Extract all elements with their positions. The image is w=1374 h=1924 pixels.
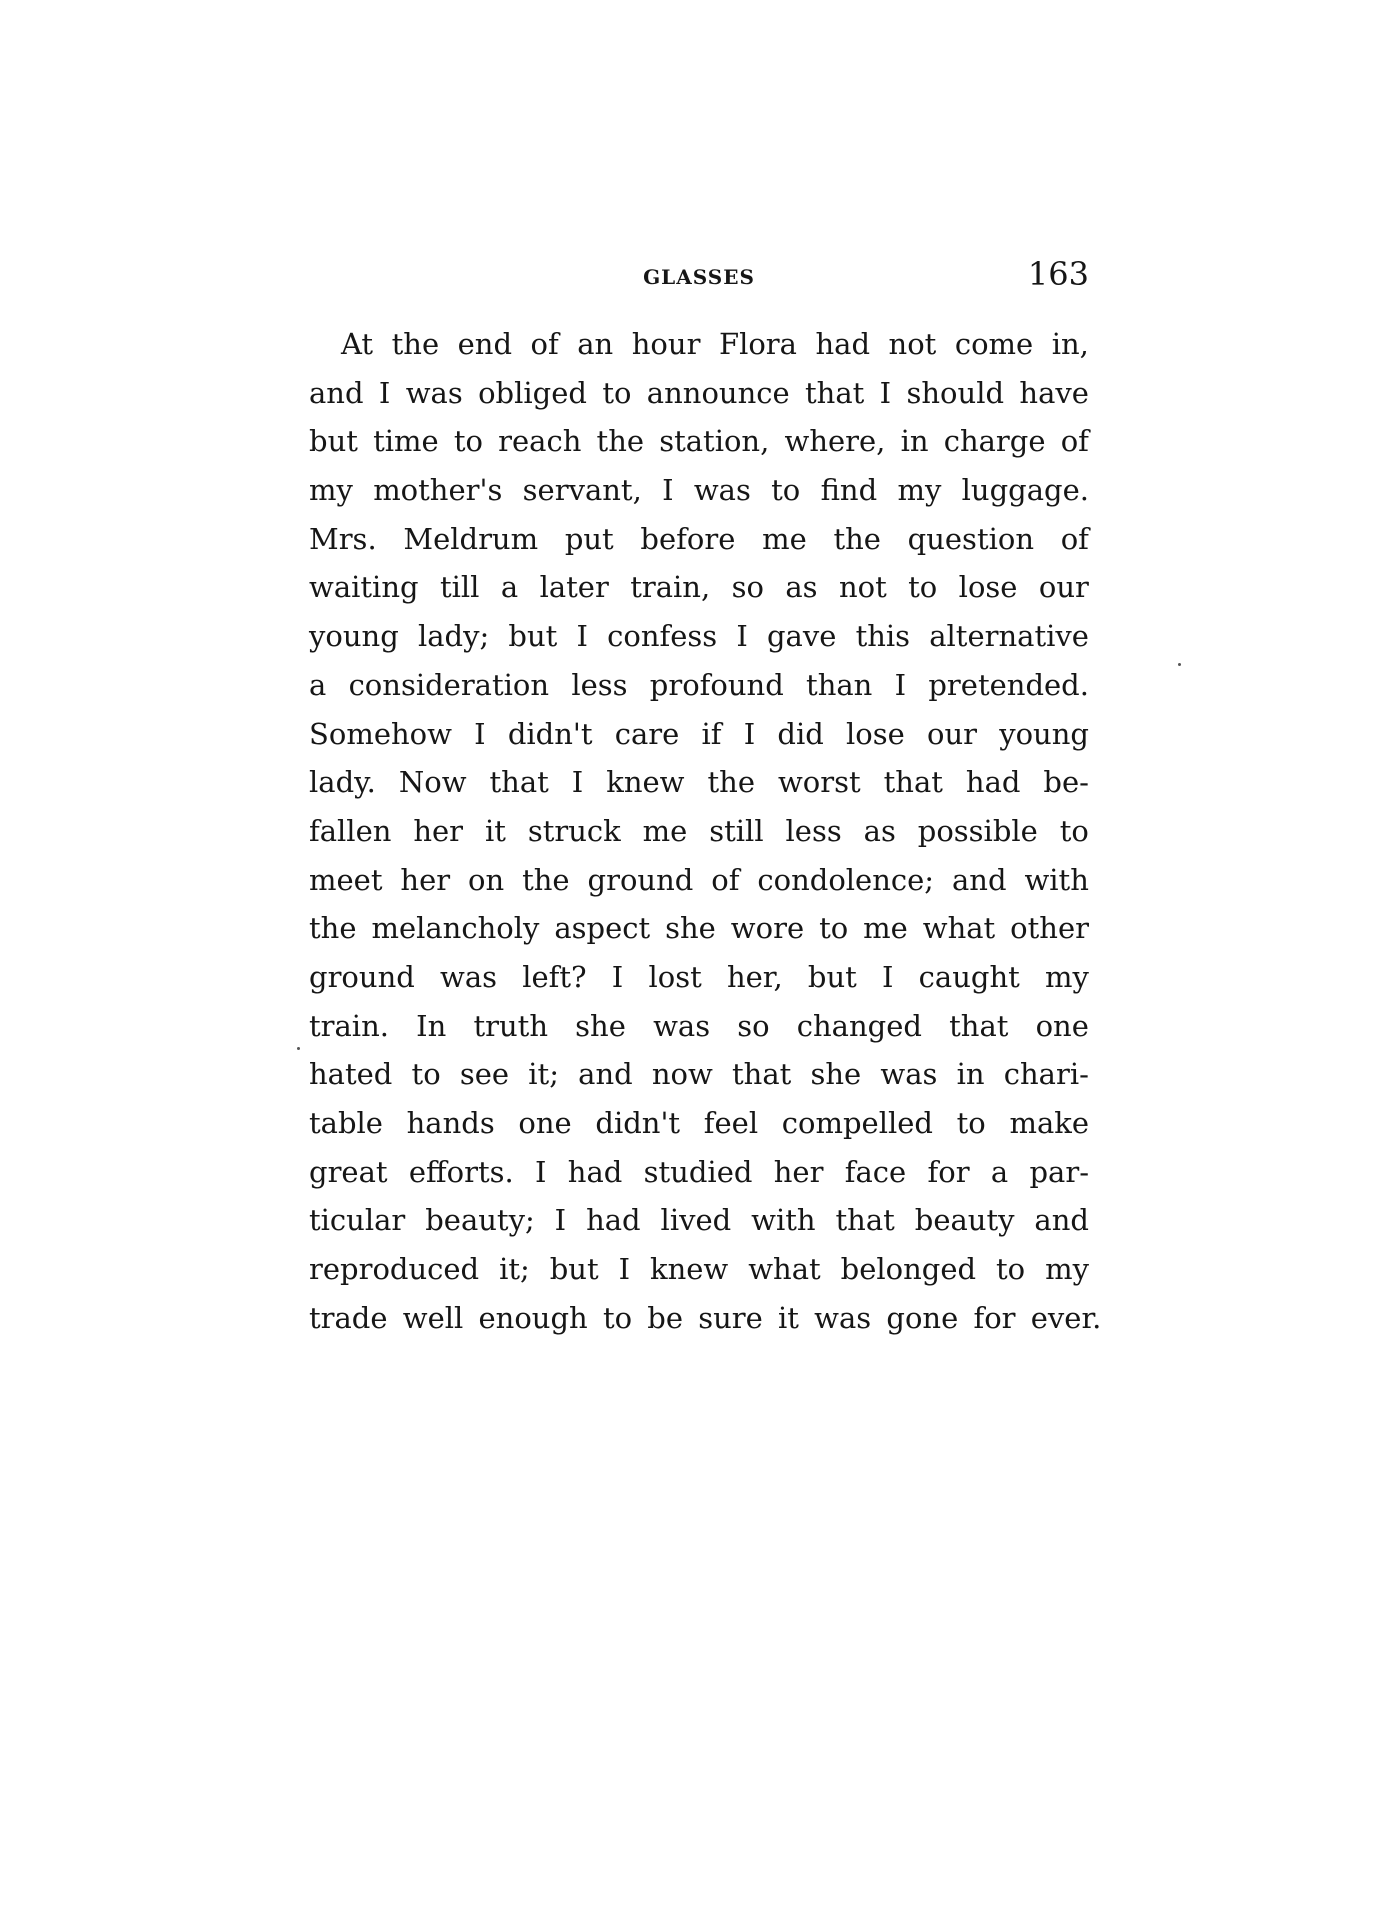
text-line: my mother's servant, I was to find my luggage. — [309, 473, 1089, 508]
text-line: lady. Now that I knew the worst that had be- — [309, 765, 1089, 800]
text-line: meet her on the ground of condolence; and with — [309, 862, 1089, 897]
text-line: train. In truth she was so changed that one — [309, 1008, 1089, 1043]
text-line: table hands one didn't feel compelled to make — [309, 1106, 1089, 1140]
print-speck — [297, 1047, 300, 1050]
running-title: GLASSES — [643, 265, 755, 289]
text-line: a consideration less profound than I pretended. — [309, 667, 1089, 702]
text-line: reproduced it; but I knew what belonged to my — [309, 1252, 1089, 1287]
text-line: ticular beauty; I had lived with that beauty and — [309, 1203, 1089, 1238]
text-line: waiting till a later train, so as not to lose our — [309, 570, 1089, 605]
text-line: the melancholy aspect she wore to me what other — [309, 911, 1089, 946]
text-line: trade well enough to be sure it was gone for ever. — [309, 1300, 1102, 1335]
text-line: and I was obliged to announce that I should have — [309, 375, 1089, 410]
text-line: fallen her it struck me still less as possible to — [309, 813, 1089, 848]
body-text — [309, 320, 1102, 1342]
page-number: 163 — [1027, 255, 1089, 293]
text-line: At the end of an hour Flora had not come in, — [341, 327, 1089, 361]
text-line: great efforts. I had studied her face for a par- — [309, 1154, 1089, 1189]
text-line: Mrs. Meldrum put before me the question of — [309, 521, 1089, 556]
print-speck — [1178, 663, 1181, 666]
text-line: Somehow I didn't care if I did lose our young — [309, 716, 1089, 751]
text-line: hated to see it; and now that she was in chari- — [309, 1057, 1089, 1092]
text-line: young lady; but I confess I gave this alternative — [309, 619, 1089, 654]
text-line: ground was left? I lost her, but I caught my — [309, 959, 1089, 994]
running-head — [309, 255, 1089, 299]
text-line: but time to reach the station, where, in charge of — [309, 424, 1089, 459]
